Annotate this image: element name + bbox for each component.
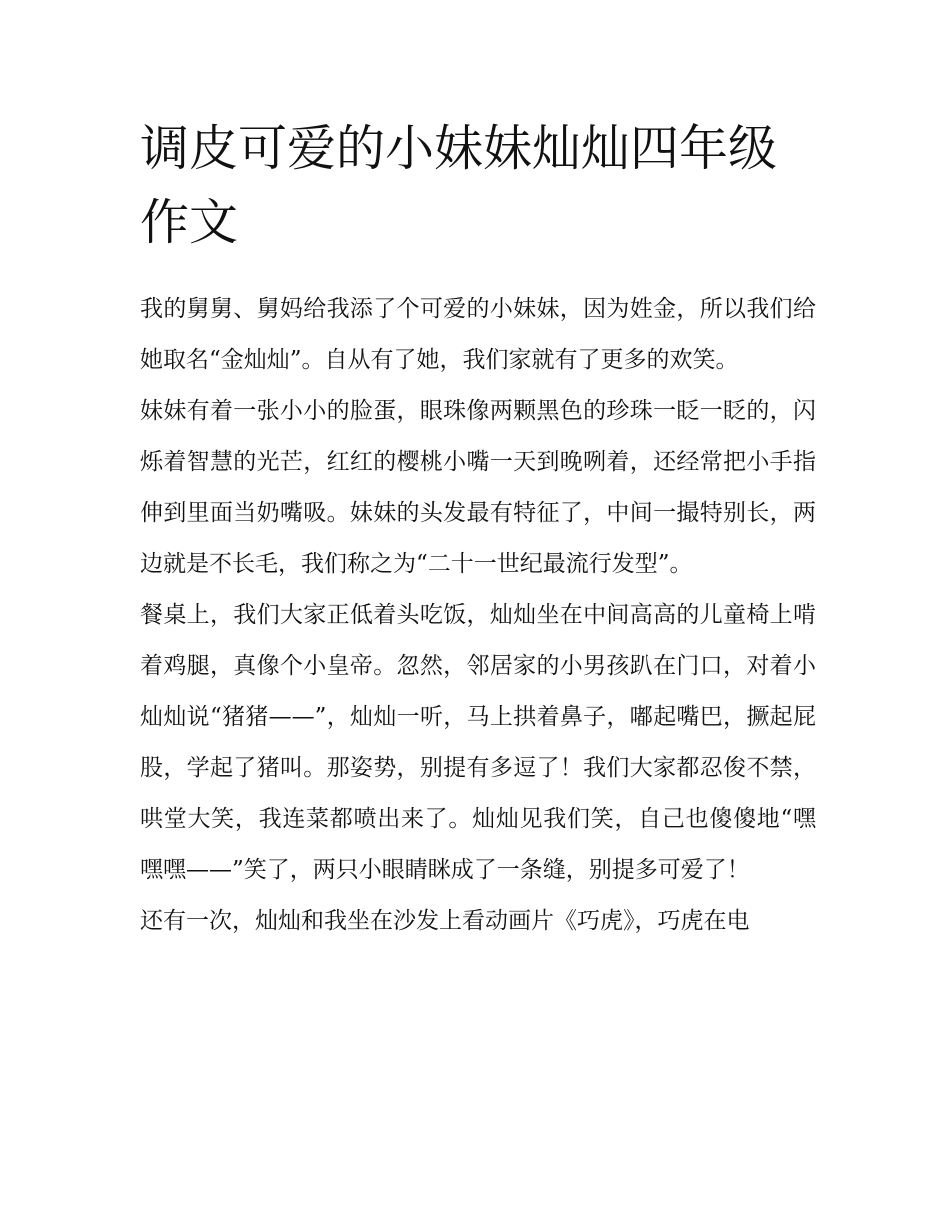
document-title: 调皮可爱的小妹妹灿灿四年级作文 bbox=[140, 120, 778, 251]
paragraph-2: 妹妹有着一张小小的脸蛋，眼珠像两颗黑色的珍珠一眨一眨的，闪烁着智慧的光芒，红红的樱桃小嘴一天到晚咧着，还经常把小手指伸到里面当奶嘴吸。妹妹的头发最有特征了，中间一撮特别长，两边就是不长毛，我们称之为“二十一世纪最流行发型”。 bbox=[140, 398, 816, 577]
paragraph-3: 餐桌上，我们大家正低着头吃饭，灿灿坐在中间高高的儿童椅上啃着鸡腿，真像个小皇帝。忽然，邻居家的小男孩趴在门口，对着小灿灿说“猪猪——”，灿灿一听，马上拱着鼻子，嘟起嘴巴，撅起屁股，学起了猪叫。那姿势，别提有多逗了！我们大家都忍俊不禁，哄堂大笑，我连菜都喷出来了。灿灿见我们笑，自己也傻傻地“嘿嘿嘿——”笑了，两只小眼睛眯成了一条缝，别提多可爱了！ bbox=[140, 602, 816, 883]
document-paragraphs bbox=[140, 284, 816, 947]
paragraph-4: 还有一次，灿灿和我坐在沙发上看动画片《巧虎》，巧虎在电 bbox=[140, 908, 750, 934]
paragraph-1: 我的舅舅、舅妈给我添了个可爱的小妹妹，因为姓金，所以我们给她取名“金灿灿”。自从有了她，我们家就有了更多的欢笑。 bbox=[140, 296, 816, 373]
document-body bbox=[140, 112, 816, 947]
